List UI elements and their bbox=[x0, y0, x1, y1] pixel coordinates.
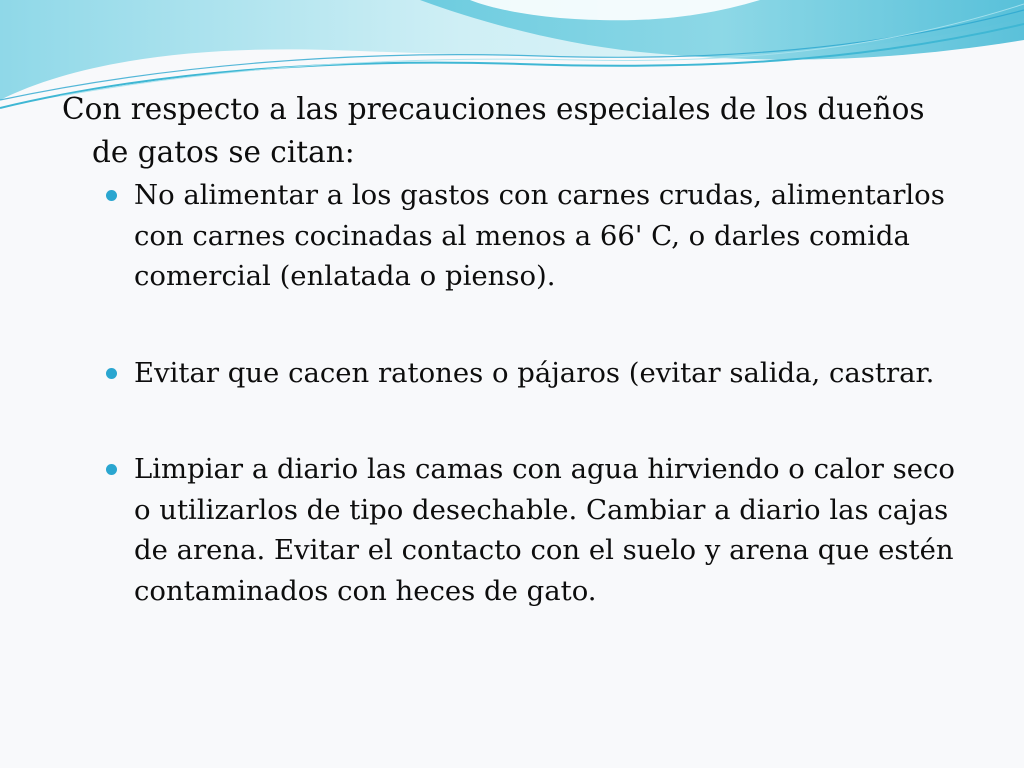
bullet-text-cleaning: Limpiar a diario las camas con agua hirviendo o calor seco o utilizarlos de tipo desechable. Cambiar a diario las cajas de arena. Evitar el contacto con el suelo y arena que estén contaminados con heces de gato. bbox=[134, 453, 955, 607]
bullet-text-raw-meat: No alimentar a los gastos con carnes crudas, alimentarlos con carnes cocinadas al menos a 66' C, o darles comida comercial (enlatada o pienso). bbox=[134, 179, 945, 292]
bullet-text-hunting: Evitar que cacen ratones o pájaros (evitar salida, castrar. bbox=[134, 356, 935, 389]
bullet-dot-icon bbox=[106, 368, 117, 379]
bullet-list bbox=[62, 175, 967, 611]
bullet-dot-icon bbox=[106, 464, 117, 475]
intro-paragraph: Con respecto a las precauciones especiales de los dueños de gatos se citan: bbox=[62, 92, 925, 169]
bullet-dot-icon bbox=[106, 190, 117, 201]
bullet-item-raw-meat bbox=[62, 175, 967, 297]
bullet-item-cleaning bbox=[62, 449, 967, 611]
bullet-item-hunting bbox=[62, 353, 967, 394]
content-body bbox=[62, 88, 967, 611]
